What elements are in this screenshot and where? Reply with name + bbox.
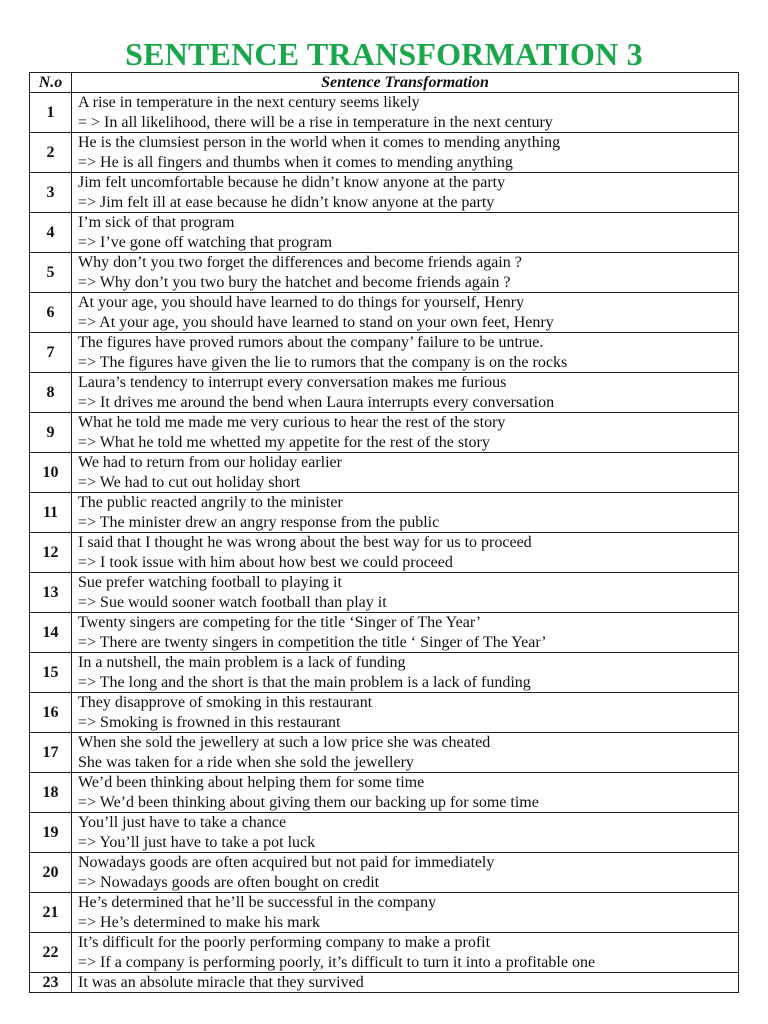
original-sentence: They disapprove of smoking in this restaurant [78, 694, 373, 712]
row-content [72, 133, 739, 173]
row-content [72, 93, 739, 133]
table-row [30, 333, 739, 373]
original-sentence: We had to return from our holiday earlier [78, 454, 342, 472]
row-number: 13 [30, 573, 72, 613]
page-title: SENTENCE TRANSFORMATION 3 [125, 36, 643, 72]
row-number: 2 [30, 133, 72, 173]
row-content [72, 253, 739, 293]
row-content [72, 893, 739, 933]
transformed-sentence: => You’ll just have to take a pot luck [78, 833, 316, 851]
table-row [30, 853, 739, 893]
transformed-sentence: => If a company is performing poorly, it’s difficult to turn it into a profitable one [78, 953, 596, 971]
transformed-sentence: = > In all likelihood, there will be a rise in temperature in the next century [78, 113, 553, 131]
table-row [30, 173, 739, 213]
transformed-sentence: => It drives me around the bend when Laura interrupts every conversation [78, 393, 555, 411]
table-row [30, 533, 739, 573]
row-number: 18 [30, 773, 72, 813]
row-number: 7 [30, 333, 72, 373]
row-content [72, 613, 739, 653]
table-row [30, 453, 739, 493]
original-sentence: I’m sick of that program [78, 214, 235, 232]
table-row [30, 613, 739, 653]
row-number: 22 [30, 933, 72, 973]
original-sentence: Why don’t you two forget the differences and become friends again ? [78, 254, 522, 272]
transformed-sentence: => Smoking is frowned in this restaurant [78, 713, 341, 731]
table-row [30, 653, 739, 693]
original-sentence: Nowadays goods are often acquired but not paid for immediately [78, 854, 495, 872]
row-content [72, 733, 739, 773]
row-content [72, 693, 739, 733]
table-row [30, 213, 739, 253]
table-row [30, 773, 739, 813]
transformed-sentence: => Why don’t you two bury the hatchet and become friends again ? [78, 273, 511, 291]
transformed-sentence: => What he told me whetted my appetite for the rest of the story [78, 433, 490, 451]
table-row [30, 813, 739, 853]
transformed-sentence: => He’s determined to make his mark [78, 913, 320, 931]
row-content [72, 213, 739, 253]
row-content [72, 413, 739, 453]
transformed-sentence: => He is all fingers and thumbs when it comes to mending anything [78, 153, 513, 171]
row-number: 19 [30, 813, 72, 853]
original-sentence: A rise in temperature in the next century seems likely [78, 94, 420, 112]
original-sentence: He’s determined that he’ll be successful in the company [78, 894, 437, 912]
original-sentence: It was an absolute miracle that they survived [78, 974, 364, 991]
row-number: 14 [30, 613, 72, 653]
row-content [72, 453, 739, 493]
transformation-column-header: Sentence Transformation [72, 73, 739, 93]
row-number: 9 [30, 413, 72, 453]
transformed-sentence: => There are twenty singers in competition the title ‘ Singer of The Year’ [78, 633, 547, 651]
transformed-sentence: => Nowadays goods are often bought on credit [78, 873, 380, 891]
table-row [30, 373, 739, 413]
original-sentence: You’ll just have to take a chance [78, 814, 287, 832]
table-row [30, 133, 739, 173]
table-row [30, 573, 739, 613]
table-row [30, 493, 739, 533]
transformed-sentence: She was taken for a ride when she sold the jewellery [78, 753, 414, 771]
table-body [30, 93, 739, 993]
row-number: 6 [30, 293, 72, 333]
row-content [72, 933, 739, 973]
row-content [72, 773, 739, 813]
original-sentence: Twenty singers are competing for the title ‘Singer of The Year’ [78, 614, 482, 632]
original-sentence: Jim felt uncomfortable because he didn’t know anyone at the party [78, 174, 506, 192]
row-number: 12 [30, 533, 72, 573]
row-content [72, 973, 739, 993]
table-row [30, 933, 739, 973]
transformed-sentence: => The figures have given the lie to rumors that the company is on the rocks [78, 353, 568, 371]
row-number: 1 [30, 93, 72, 133]
row-content [72, 293, 739, 333]
table-row [30, 413, 739, 453]
row-content [72, 493, 739, 533]
row-content [72, 653, 739, 693]
original-sentence: Laura’s tendency to interrupt every conversation makes me furious [78, 374, 507, 392]
row-number: 17 [30, 733, 72, 773]
row-number: 10 [30, 453, 72, 493]
transformed-sentence: => We’d been thinking about giving them our backing up for some time [78, 793, 539, 811]
original-sentence: He is the clumsiest person in the world when it comes to mending anything [78, 134, 561, 152]
row-number: 11 [30, 493, 72, 533]
table-row [30, 893, 739, 933]
table-row [30, 693, 739, 733]
row-number: 8 [30, 373, 72, 413]
original-sentence: In a nutshell, the main problem is a lack of funding [78, 654, 406, 672]
transformed-sentence: => The minister drew an angry response from the public [78, 513, 440, 531]
original-sentence: When she sold the jewellery at such a low price she was cheated [78, 734, 491, 752]
transformed-sentence: => I took issue with him about how best we could proceed [78, 553, 453, 571]
row-content [72, 813, 739, 853]
table-row [30, 253, 739, 293]
number-column-header: N.o [30, 73, 72, 93]
row-content [72, 573, 739, 613]
original-sentence: It’s difficult for the poorly performing company to make a profit [78, 934, 491, 952]
transformed-sentence: => Sue would sooner watch football than play it [78, 593, 387, 611]
row-content [72, 373, 739, 413]
row-content [72, 853, 739, 893]
transformed-sentence: => At your age, you should have learned to stand on your own feet, Henry [78, 313, 554, 331]
transformed-sentence: => We had to cut out holiday short [78, 473, 301, 491]
row-number: 15 [30, 653, 72, 693]
original-sentence: What he told me made me very curious to hear the rest of the story [78, 414, 506, 432]
row-number: 23 [30, 973, 72, 993]
row-content [72, 333, 739, 373]
row-number: 16 [30, 693, 72, 733]
original-sentence: The public reacted angrily to the minister [78, 494, 343, 512]
table-row [30, 293, 739, 333]
original-sentence: Sue prefer watching football to playing it [78, 574, 342, 592]
row-number: 3 [30, 173, 72, 213]
row-content [72, 533, 739, 573]
transformation-table [29, 72, 739, 993]
table-row [30, 733, 739, 773]
row-number: 5 [30, 253, 72, 293]
transformed-sentence: => The long and the short is that the main problem is a lack of funding [78, 673, 531, 691]
original-sentence: I said that I thought he was wrong about the best way for us to proceed [78, 534, 532, 552]
table-header-row [30, 73, 739, 93]
row-content [72, 173, 739, 213]
row-number: 20 [30, 853, 72, 893]
row-number: 4 [30, 213, 72, 253]
table-row [30, 93, 739, 133]
transformed-sentence: => Jim felt ill at ease because he didn’t know anyone at the party [78, 193, 495, 211]
table-row [30, 973, 739, 993]
original-sentence: We’d been thinking about helping them for some time [78, 774, 425, 792]
transformed-sentence: => I’ve gone off watching that program [78, 233, 333, 251]
row-number: 21 [30, 893, 72, 933]
original-sentence: At your age, you should have learned to do things for yourself, Henry [78, 294, 525, 312]
original-sentence: The figures have proved rumors about the company’ failure to be untrue. [78, 334, 544, 352]
